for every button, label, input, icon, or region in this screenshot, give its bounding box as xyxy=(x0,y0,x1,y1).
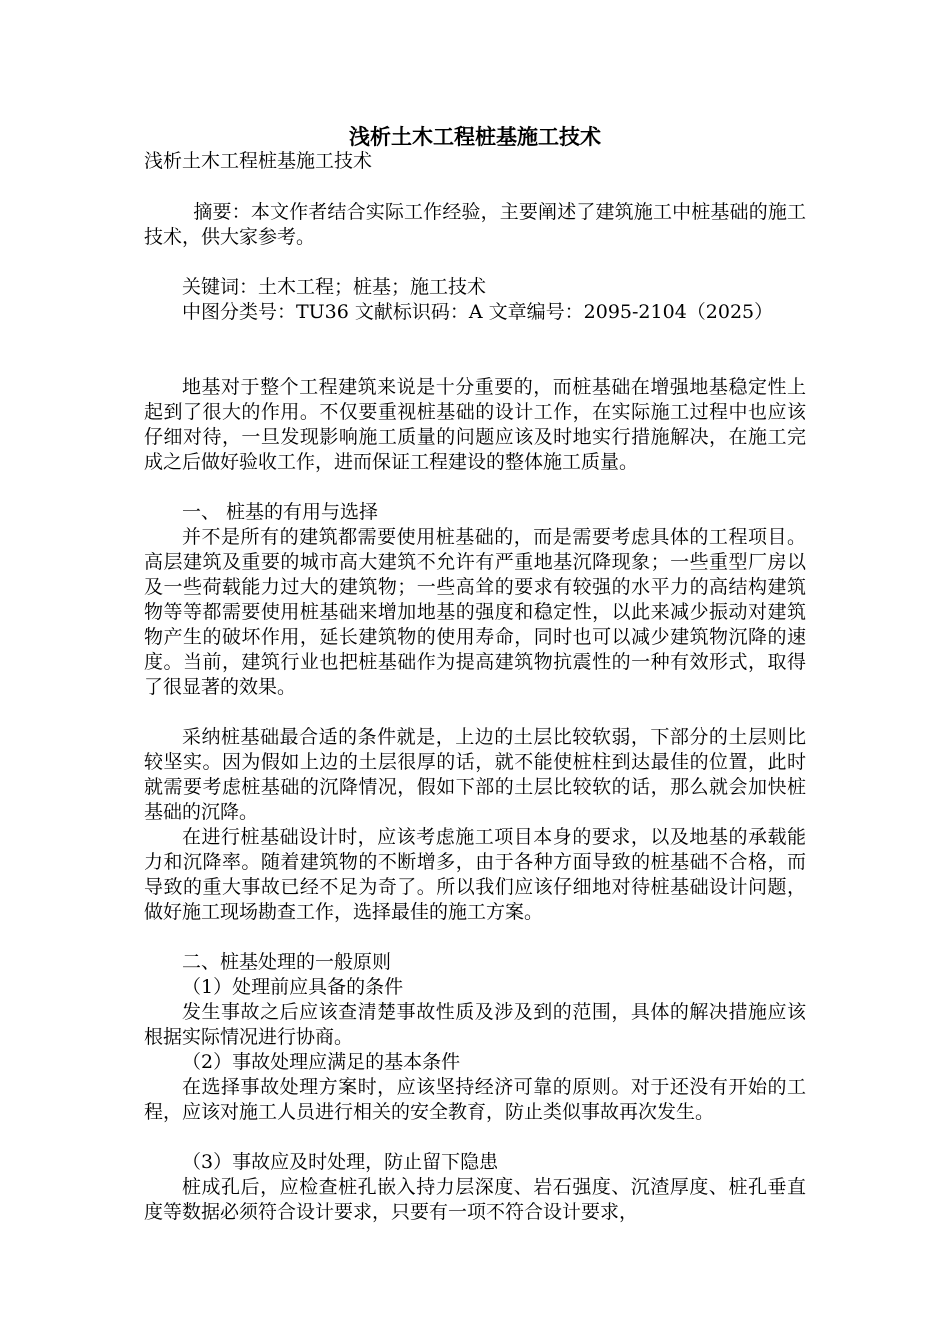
body-paragraph-conditions: 采纳桩基础最合适的条件就是，上边的土层比较软弱，下部分的土层则比较坚实。因为假如上边的土层很厚的话，就不能使桩柱到达最佳的位置，此时就需要考虑桩基础的沉降情况，假如下部的土层比较软的话，那么就会加快桩基础的沉降。 xyxy=(144,726,806,823)
body-paragraph-inspection: 桩成孔后，应检查桩孔嵌入持力层深度、岩石强度、沉渣厚度、桩孔垂直度等数据必须符合设计要求，只要有一项不符合设计要求， xyxy=(144,1176,806,1223)
subheading-3: （3）事故应及时处理，防止留下隐患 xyxy=(182,1151,499,1173)
document-subtitle: 浅析土木工程桩基施工技术 xyxy=(144,150,373,172)
subheading-1: （1）处理前应具备的条件 xyxy=(182,976,404,998)
document-title: 浅析土木工程桩基施工技术 xyxy=(349,124,601,149)
body-paragraph-design: 在进行桩基础设计时，应该考虑施工项目本身的要求，以及地基的承载能力和沉降率。随着建筑物的不断增多，由于各种方面导致的桩基础不合格，而导致的重大事故已经不足为奇了。所以我们应该仔细地对待桩基础设计问题，做好施工现场勘查工作，选择最佳的施工方案。 xyxy=(144,826,806,923)
section-heading-2: 二、桩基处理的一般原则 xyxy=(182,951,392,973)
section-heading-1: 一、 桩基的有用与选择 xyxy=(182,501,379,523)
body-paragraph-principle: 在选择事故处理方案时，应该坚持经济可靠的原则。对于还没有开始的工程，应该对施工人员进行相关的安全教育，防止类似事故再次发生。 xyxy=(144,1076,806,1123)
body-paragraph-pile-use: 并不是所有的建筑都需要使用桩基础的，而是需要考虑具体的工程项目。高层建筑及重要的城市高大建筑不允许有严重地基沉降现象；一些重型厂房以及一些荷载能力过大的建筑物；一些高耸的要求有较强的水平力的高结构建筑物等等都需要使用桩基础来增加地基的强度和稳定性，以此来减少振动对建筑物产生的破坏作用，延长建筑物的使用寿命，同时也可以减少建筑物沉降的速度。当前，建筑行业也把桩基础作为提高建筑物抗震性的一种有效形式，取得了很显著的效果。 xyxy=(144,526,806,698)
keywords-line: 关键词：土木工程；桩基；施工技术 xyxy=(182,276,487,298)
abstract-paragraph: 摘要：本文作者结合实际工作经验，主要阐述了建筑施工中桩基础的施工技术，供大家参考。 xyxy=(144,201,806,248)
body-paragraph-investigate: 发生事故之后应该查清楚事故性质及涉及到的范围，具体的解决措施应该根据实际情况进行协商。 xyxy=(144,1001,806,1048)
subheading-2: （2）事故处理应满足的基本条件 xyxy=(182,1051,461,1073)
body-paragraph-intro: 地基对于整个工程建筑来说是十分重要的，而桩基础在增强地基稳定性上起到了很大的作用。不仅要重视桩基础的设计工作，在实际施工过程中也应该仔细对待，一旦发现影响施工质量的问题应该及时地实行措施解决，在施工完成之后做好验收工作，进而保证工程建设的整体施工质量。 xyxy=(144,376,806,473)
classification-line: 中图分类号：TU36 文献标识码：A 文章编号：2095-2104（2025） xyxy=(182,301,774,323)
